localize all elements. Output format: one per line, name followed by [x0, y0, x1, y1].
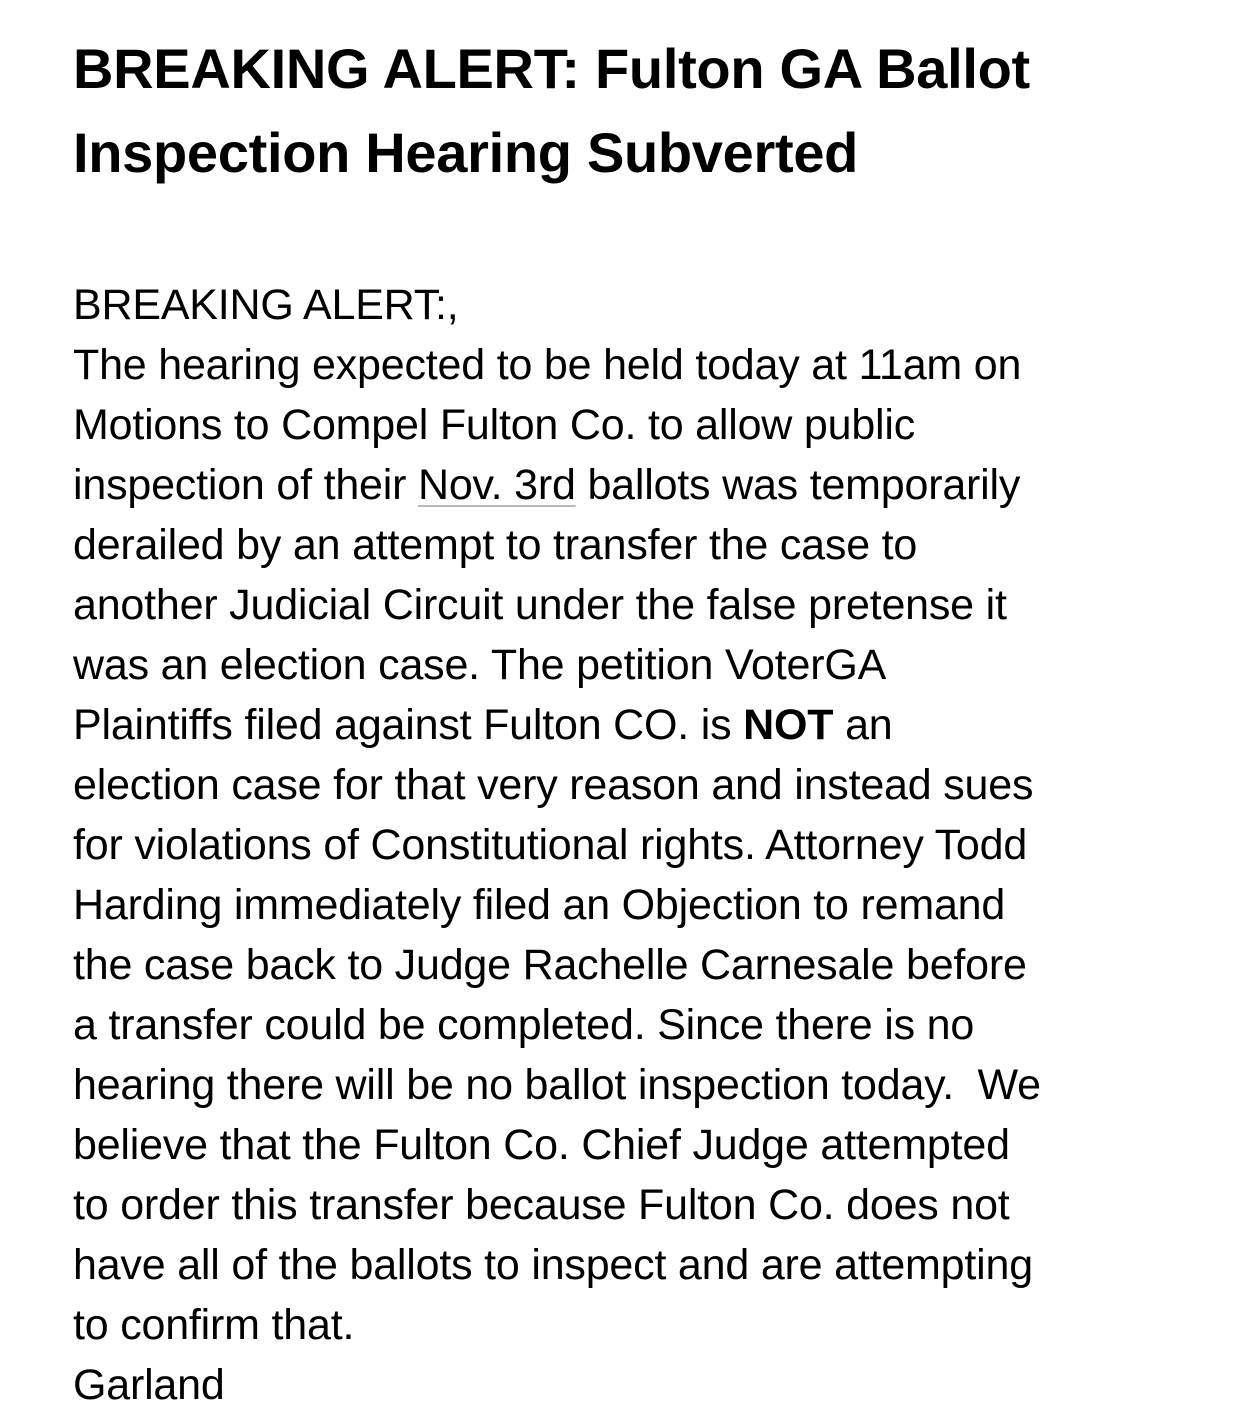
body-line: have all of the ballots to inspect and are attempting [73, 1241, 1033, 1289]
article [73, 0, 1183, 1415]
body-line: hearing there will be no ballot inspection today. We [73, 1061, 1041, 1109]
body-line: believe that the Fulton Co. Chief Judge attempted [73, 1121, 1010, 1169]
body-text: Plaintiffs filed against Fulton CO. is [73, 701, 744, 749]
body-line: derailed by an attempt to transfer the case to [73, 521, 918, 569]
date-link[interactable]: Nov. 3rd [417, 461, 576, 509]
article-title [73, 27, 1183, 195]
body-line: a transfer could be completed. Since there is no [73, 1001, 975, 1049]
body-line: another Judicial Circuit under the false pretense it [73, 581, 1007, 629]
body-line: to confirm that. [73, 1301, 355, 1349]
body-line: election case for that very reason and instead sues [73, 761, 1034, 809]
body-text: inspection of their [73, 461, 418, 509]
signature: Garland [73, 1361, 225, 1409]
title-line-2: Inspection Hearing Subverted [73, 121, 859, 184]
body-line: was an election case. The petition VoterGA [73, 641, 887, 689]
title-line-1: BREAKING ALERT: Fulton GA Ballot [73, 37, 1030, 100]
body-line: Motions to Compel Fulton Co. to allow public [73, 401, 916, 449]
body-line: to order this transfer because Fulton Co. does not [73, 1181, 1010, 1229]
body-text: ballots was temporarily [575, 461, 1021, 509]
alert-heading: BREAKING ALERT:, [73, 281, 459, 329]
body-line [73, 695, 1183, 755]
emphasis-not: NOT [743, 701, 834, 749]
article-body [73, 275, 1183, 1415]
body-line: The hearing expected to be held today at 11am on [73, 341, 1022, 389]
body-line: for violations of Constitutional rights. Attorney Todd [73, 821, 1028, 869]
body-line: Harding immediately filed an Objection to remand [73, 881, 1006, 929]
body-line [73, 455, 1183, 515]
body-text: an [833, 701, 893, 749]
body-line: the case back to Judge Rachelle Carnesale before [73, 941, 1027, 989]
